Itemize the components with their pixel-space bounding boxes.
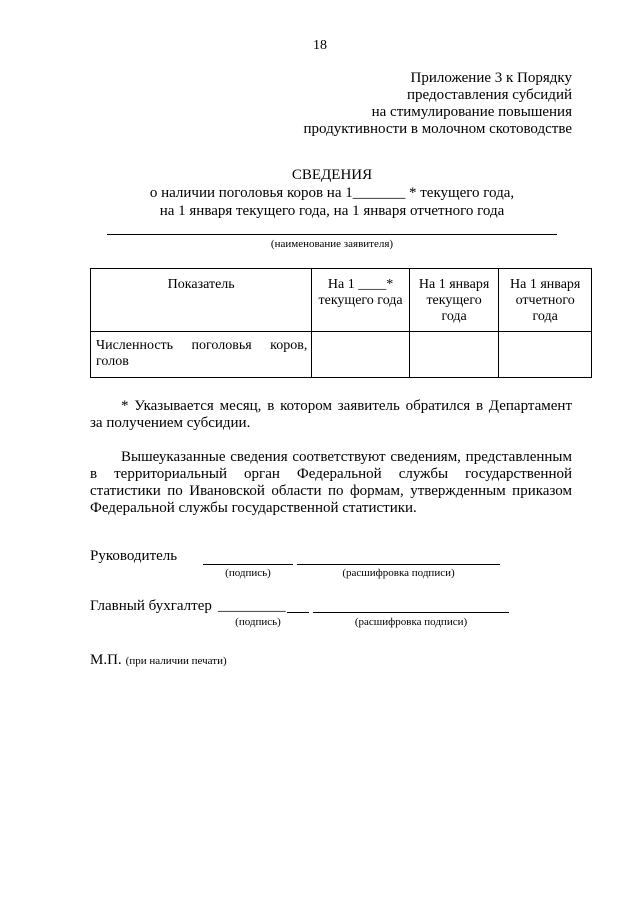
stamp-label: М.П. — [90, 652, 122, 668]
header-col1-line1: На 1 ____* — [327, 277, 394, 292]
page-number: 18 — [313, 38, 327, 53]
header-indicator-label: Показатель — [167, 277, 235, 292]
document-title: СВЕДЕНИЯ — [291, 167, 373, 183]
header-col3-line3: года — [532, 309, 558, 324]
director-signature-line — [203, 564, 293, 565]
appendix-line-4: продуктивности в молочном скотоводстве — [303, 121, 572, 137]
header-indicator — [91, 269, 312, 332]
cell-col2 — [409, 332, 499, 378]
footnote-line-2: за получением субсидии. — [90, 415, 251, 431]
accountant-signature-line — [287, 612, 309, 613]
accountant-decoding-caption: (расшифровка подписи) — [354, 616, 468, 628]
confirmation-line-1: Вышеуказанные сведения соответствуют сведениям, представленным — [121, 449, 572, 465]
table-row — [91, 332, 592, 378]
footnote-line-1: * Указывается месяц, в котором заявитель обратился в Департамент — [121, 398, 572, 414]
appendix-line-3: на стимулирование повышения — [371, 104, 572, 120]
header-col2-line1: На 1 января — [418, 277, 490, 292]
cell-col1 — [312, 332, 409, 378]
cell-col3 — [499, 332, 592, 378]
accountant-decoding-line — [313, 612, 509, 613]
accountant-underscores: _________ — [218, 598, 286, 614]
confirmation-line-3: статистики по Ивановской области по формам, утвержденным приказом — [90, 483, 572, 499]
stamp-note: (при наличии печати) — [125, 655, 227, 667]
data-table — [90, 268, 592, 378]
header-col3-line2: отчетного — [515, 293, 575, 308]
director-signature-caption: (подпись) — [225, 567, 271, 579]
header-col1 — [312, 269, 409, 332]
director-label: Руководитель — [90, 548, 178, 564]
header-col2-line3: года — [441, 309, 467, 324]
header-col2 — [409, 269, 499, 332]
row-label-line1: Численность поголовья коров, — [96, 338, 308, 353]
row-label-line2: голов — [96, 354, 129, 369]
accountant-label: Главный бухгалтер — [90, 598, 212, 614]
header-col3-line1: На 1 января — [510, 277, 581, 292]
stamp-block — [90, 651, 227, 669]
header-col3 — [499, 269, 592, 332]
appendix-line-2: предоставления субсидий — [406, 87, 572, 103]
table-header-row — [91, 269, 592, 332]
confirmation-line-4: Федеральной службы государственной статистики. — [90, 500, 417, 516]
row-label — [91, 332, 312, 378]
header-col2-line2: текущего — [426, 293, 482, 308]
applicant-name-line — [107, 234, 557, 235]
header-col1-line2: текущего года — [318, 293, 403, 308]
applicant-caption: (наименование заявителя) — [270, 238, 394, 250]
confirmation-line-2: в территориальный орган Федеральной службы государственной — [90, 466, 572, 482]
director-decoding-line — [297, 564, 500, 565]
title-line-1: о наличии поголовья коров на 1_______ * текущего года, — [149, 185, 515, 201]
director-decoding-caption: (расшифровка подписи) — [342, 567, 455, 579]
title-line-2: на 1 января текущего года, на 1 января отчетного года — [159, 203, 505, 219]
accountant-signature-caption: (подпись) — [235, 616, 281, 628]
appendix-line-1: Приложение 3 к Порядку — [410, 70, 572, 86]
